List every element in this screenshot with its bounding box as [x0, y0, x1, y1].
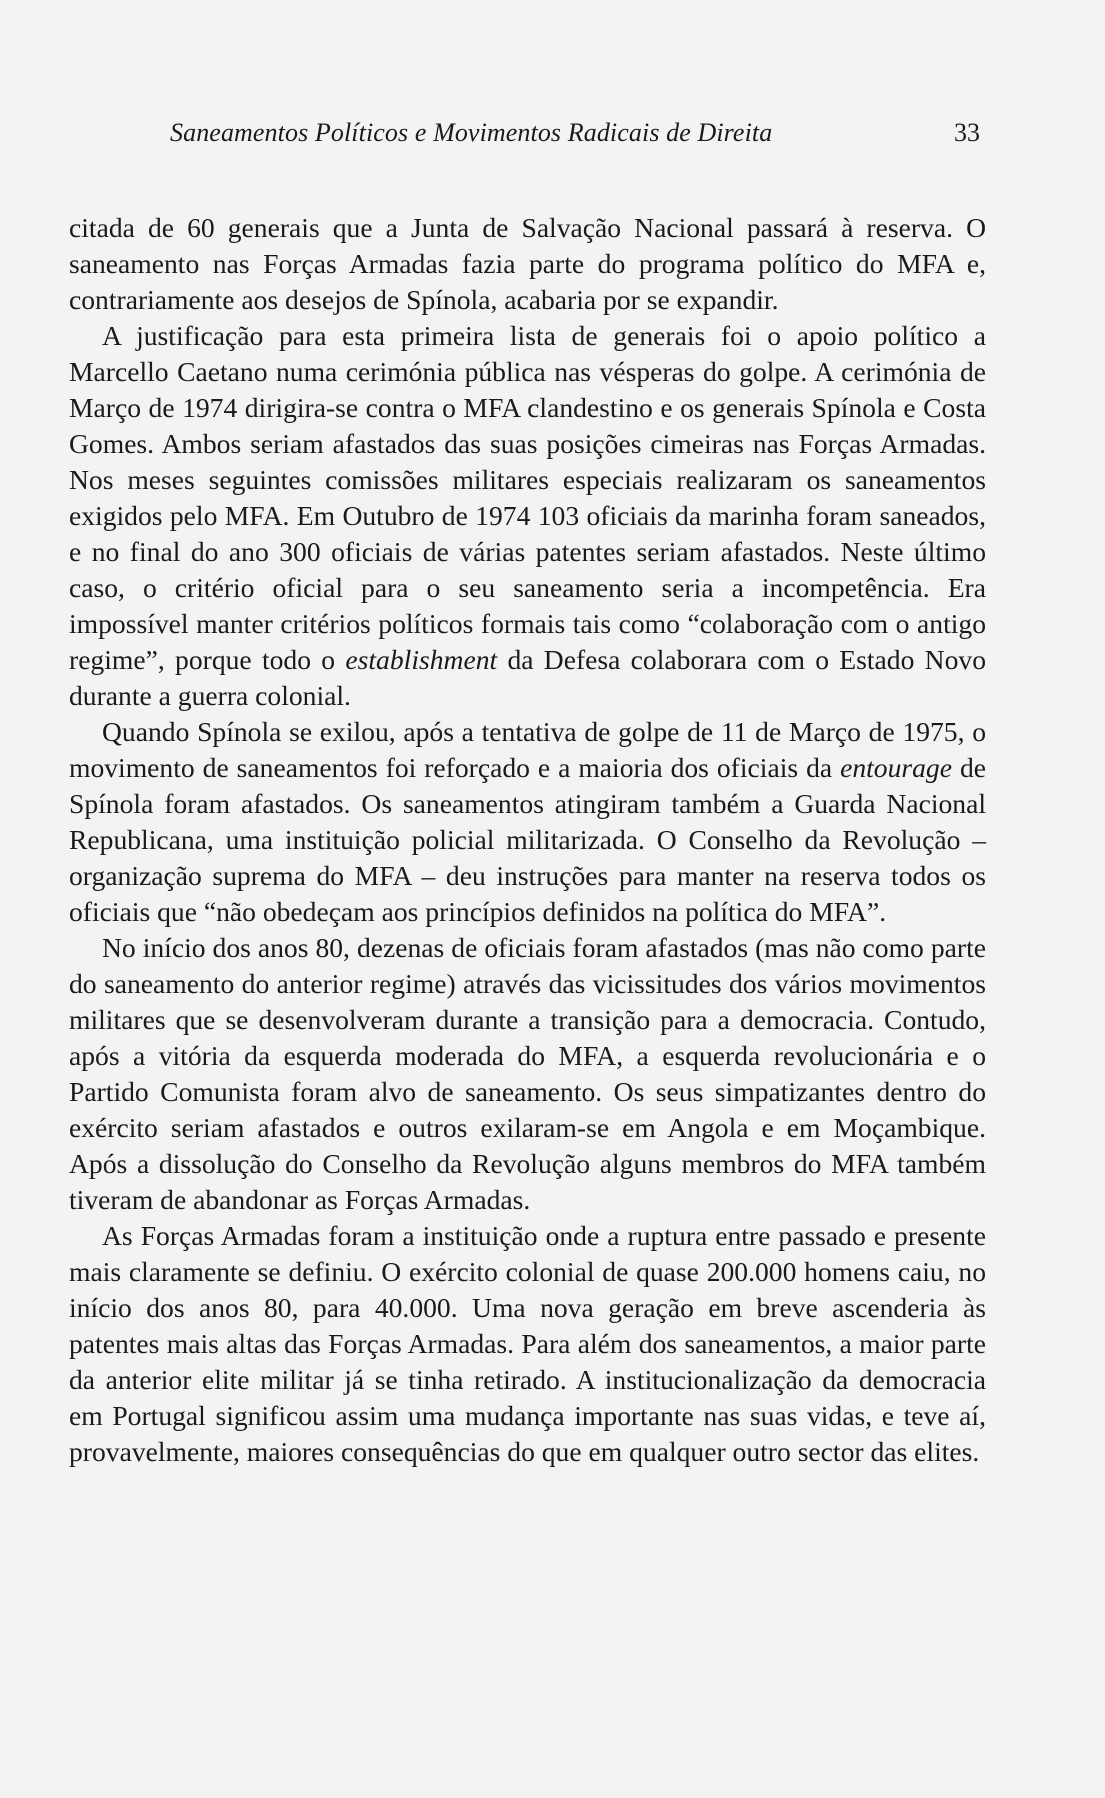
paragraph-text: As Forças Armadas foram a instituição onde a ruptura entre passado e presente mais claramente se definiu. O exército colonial de quase 200.000 homens caiu, no início dos anos 80, para 40.000. Uma nova geração em breve ascenderia às patentes mais altas das Forças Armadas. Para além dos saneamentos, a maior parte da anterior elite militar já se tinha retirado. A institucionalização da democracia em Portugal significou assim uma mudança importante nas suas vidas, e teve aí, provavelmente, maiores consequências do que em qualquer outro sector das elites. [69, 1220, 986, 1467]
body-text [69, 210, 986, 1470]
paragraph-text: da Defesa colaborara com o Estado Novo durante a guerra colonial. [69, 644, 986, 711]
paragraph-2 [69, 318, 986, 714]
page-number: 33 [954, 118, 980, 147]
paragraph-text: Quando Spínola se exilou, após a tentativa de golpe de 11 de Março de 1975, o movimento de saneamentos foi reforçado e a maioria dos oficiais da [69, 716, 986, 783]
paragraph-1 [69, 210, 986, 318]
running-header-title: Saneamentos Políticos e Movimentos Radicais de Direita [170, 118, 773, 147]
paragraph-3 [69, 714, 986, 930]
paragraph-5 [69, 1218, 986, 1470]
paragraph-text: No início dos anos 80, dezenas de oficiais foram afastados (mas não como parte do saneamento do anterior regime) através das vicissitudes dos vários movimentos militares que se desenvolveram durante a transição para a democracia. Contudo, após a vitória da esquerda moderada do MFA, a esquerda revolucionária e o Partido Comunista foram alvo de saneamento. Os seus simpatizantes dentro do exército seriam afastados e outros exilaram-se em Angola e em Moçambique. Após a dissolução do Conselho da Revolução alguns membros do MFA também tiveram de abandonar as Forças Armadas. [69, 932, 986, 1215]
paragraph-text: citada de 60 generais que a Junta de Salvação Nacional passará à reserva. O saneamento nas Forças Armadas fazia parte do programa político do MFA e, contrariamente aos desejos de Spínola, acabaria por se expandir. [69, 212, 986, 315]
italic-term: establishment [345, 644, 498, 675]
italic-term: entourage [840, 752, 952, 783]
running-header [170, 118, 980, 158]
paragraph-text: de Spínola foram afastados. Os saneamentos atingiram também a Guarda Nacional Republicana, uma instituição policial militarizada. O Conselho da Revolução – organização suprema do MFA – deu instruções para manter na reserva todos os oficiais que “não obedeçam aos princípios definidos na política do MFA”. [69, 752, 986, 927]
paragraph-text: A justificação para esta primeira lista de generais foi o apoio político a Marcello Caetano numa cerimónia pública nas vésperas do golpe. A cerimónia de Março de 1974 dirigira-se contra o MFA clandestino e os generais Spínola e Costa Gomes. Ambos seriam afastados das suas posições cimeiras nas Forças Armadas. Nos meses seguintes comissões militares especiais realizaram os saneamentos exigidos pelo MFA. Em Outubro de 1974 103 oficiais da marinha foram saneados, e no final do ano 300 oficiais de várias patentes seriam afastados. Neste último caso, o critério oficial para o seu saneamento seria a incompetência. Era impossível manter critérios políticos formais tais como “colaboração com o antigo regime”, porque todo o [69, 320, 986, 675]
paragraph-4 [69, 930, 986, 1218]
